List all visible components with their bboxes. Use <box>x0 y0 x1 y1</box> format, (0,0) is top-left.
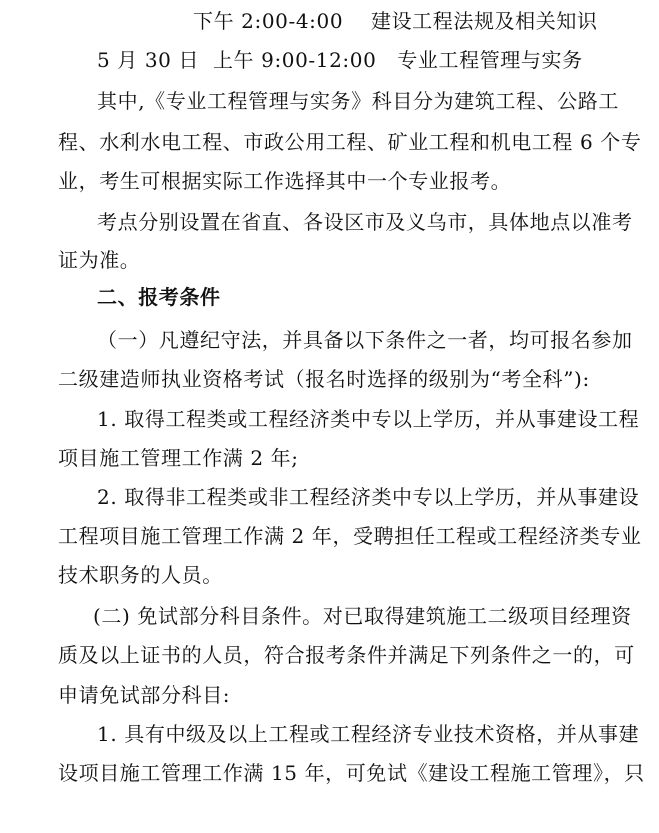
paragraph-line: 质及以上证书的人员，符合报考条件并满足下列条件之一的，可 <box>58 643 635 667</box>
paragraph-line: 考点分别设置在省直、各设区市及义乌市，具体地点以准考 <box>97 210 633 234</box>
paragraph-line: 程、水利水电工程、市政公用工程、矿业工程和机电工程 6 个专 <box>58 130 642 154</box>
exam-schedule-afternoon: 下午 2:00-4:00 建设工程法规及相关知识 <box>193 9 598 33</box>
list-item-line: 设项目施工管理工作满 15 年，可免试《建设工程施工管理》，只 <box>58 761 645 785</box>
paragraph-line: 二级建造师执业资格考试（报名时选择的级别为“考全科”): <box>58 367 590 391</box>
list-item-line: 技术职务的人员。 <box>58 563 223 587</box>
paragraph-line: 证为准。 <box>58 248 141 272</box>
paragraph-line: 业，考生可根据实际工作选择其中一个专业报考。 <box>58 169 512 193</box>
paragraph-line: （一）凡遵纪守法，并具备以下条件之一者，均可报名参加 <box>97 328 633 352</box>
paragraph-line: (二) 免试部分科目条件。对已取得建筑施工二级项目经理资 <box>93 604 632 628</box>
list-item-line: 1. 取得工程类或工程经济类中专以上学历，并从事建设工程 <box>97 407 640 431</box>
list-item-line: 项目施工管理工作满 2 年; <box>58 446 299 470</box>
list-item-line: 2. 取得非工程类或非工程经济类中专以上学历，并从事建设 <box>97 485 640 509</box>
section-heading: 二、报考条件 <box>97 285 221 309</box>
list-item-line: 工程项目施工管理工作满 2 年，受聘担任工程或工程经济类专业 <box>58 524 642 548</box>
list-item-line: 1. 具有中级及以上工程或工程经济专业技术资格，并从事建 <box>97 722 640 746</box>
paragraph-line: 其中,《专业工程管理与实务》科目分为建筑工程、公路工 <box>97 89 619 113</box>
exam-schedule-may-30: 5 月 30 日 上午 9:00-12:00 专业工程管理与实务 <box>97 48 583 72</box>
paragraph-line: 申请免试部分科目: <box>58 683 231 707</box>
